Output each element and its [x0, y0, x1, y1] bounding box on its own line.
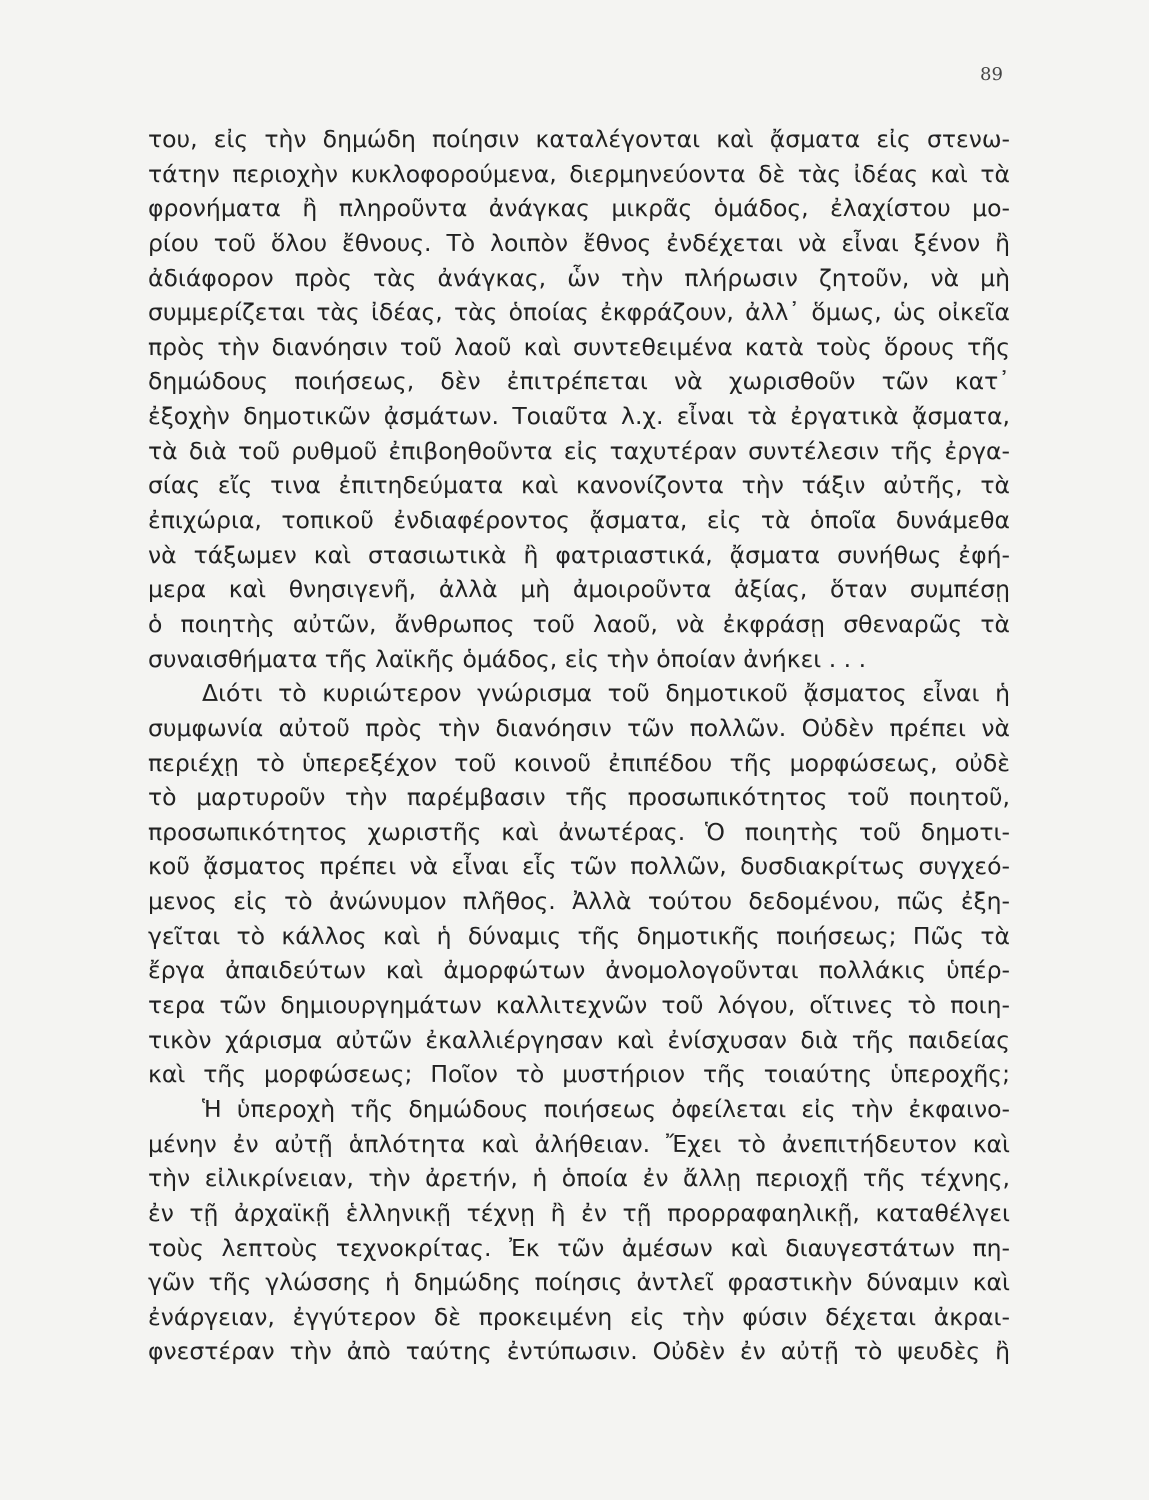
text-line: μερα καὶ θνησιγενῆ, ἀλλὰ μὴ ἀμοιροῦντα ἀξίας, ὅταν συμπέσῃ [148, 575, 1010, 604]
paragraph-start-line: Διότι τὸ κυριώτερον γνώρισμα τοῦ δημοτικοῦ ᾄσματος εἶναι ἡ [202, 679, 1010, 708]
text-line: ἐξοχὴν δημοτικῶν ᾀσμάτων. Τοιαῦτα λ.χ. εἶναι τὰ ἐργατικὰ ᾄσματα, [148, 402, 1010, 431]
page-number: 89 [980, 64, 1003, 85]
text-line: συμφωνία αὐτοῦ πρὸς τὴν διανόησιν τῶν πολλῶν. Οὐδὲν πρέπει νὰ [148, 713, 1010, 742]
text-line: τὸ μαρτυροῦν τὴν παρέμβασιν τῆς προσωπικότητος τοῦ ποιητοῦ, [148, 783, 1010, 812]
text-line: συναισθήματα τῆς λαϊκῆς ὁμάδος, εἰς τὴν ὁποίαν ἀνήκει . . . [148, 644, 867, 673]
text-line: πρὸς τὴν διανόησιν τοῦ λαοῦ καὶ συντεθειμένα κατὰ τοὺς ὅρους τῆς [148, 332, 1010, 361]
text-line: ὁ ποιητὴς αὐτῶν, ἄνθρωπος τοῦ λαοῦ, νὰ ἐκφράσῃ σθεναρῶς τὰ [148, 609, 1010, 638]
text-line: ἐνάργειαν, ἐγγύτερον δὲ προκειμένη εἰς τὴν φύσιν δέχεται ἀκραι- [148, 1302, 1010, 1331]
text-line: φνεστέραν τὴν ἀπὸ ταύτης ἐντύπωσιν. Οὐδὲν ἐν αὐτῇ τὸ ψευδὲς ἢ [148, 1337, 1010, 1366]
text-line: ἐπιχώρια, τοπικοῦ ἐνδιαφέροντος ᾄσματα, εἰς τὰ ὁποῖα δυνάμεθα [148, 506, 1010, 535]
text-line: δημώδους ποιήσεως, δὲν ἐπιτρέπεται νὰ χωρισθοῦν τῶν κατ᾿ [148, 367, 1010, 396]
body-text [148, 122, 1010, 1369]
text-line: τικὸν χάρισμα αὐτῶν ἐκαλλιέργησαν καὶ ἐνίσχυσαν διὰ τῆς παιδείας [148, 1025, 1010, 1054]
text-line: γῶν τῆς γλώσσης ἡ δημώδης ποίησις ἀντλεῖ φραστικὴν δύναμιν καὶ [148, 1268, 1010, 1297]
text-line: καὶ τῆς μορφώσεως; Ποῖον τὸ μυστήριον τῆς τοιαύτης ὑπεροχῆς; [148, 1060, 1010, 1089]
text-line: τερα τῶν δημιουργημάτων καλλιτεχνῶν τοῦ λόγου, οἵτινες τὸ ποιη- [148, 991, 1010, 1020]
text-line: τὰ διὰ τοῦ ρυθμοῦ ἐπιβοηθοῦντα εἰς ταχυτέραν συντέλεσιν τῆς ἐργα- [148, 436, 1010, 465]
text-line: τοὺς λεπτοὺς τεχνοκρίτας. Ἐκ τῶν ἀμέσων καὶ διαυγεστάτων πη- [148, 1233, 1010, 1262]
text-line: τὴν εἰλικρίνειαν, τὴν ἀρετήν, ἡ ὁποία ἐν ἄλλῃ περιοχῇ τῆς τέχνης, [148, 1164, 1010, 1193]
paragraph-start-line: Ἡ ὑπεροχὴ τῆς δημώδους ποιήσεως ὀφείλεται εἰς τὴν ἐκφαινο- [202, 1094, 1010, 1123]
text-line: περιέχῃ τὸ ὑπερεξέχον τοῦ κοινοῦ ἐπιπέδου τῆς μορφώσεως, οὐδὲ [148, 748, 1010, 777]
text-line: νὰ τάξωμεν καὶ στασιωτικὰ ἢ φατριαστικά, ᾄσματα συνήθως ἐφή- [148, 540, 1010, 569]
text-line: μενος εἰς τὸ ἀνώνυμον πλῆθος. Ἀλλὰ τούτου δεδομένου, πῶς ἐξη- [148, 887, 1010, 916]
text-line: ρίου τοῦ ὅλου ἔθνους. Τὸ λοιπὸν ἔθνος ἐνδέχεται νὰ εἶναι ξένον ἢ [148, 228, 1010, 257]
text-line: γεῖται τὸ κάλλος καὶ ἡ δύναμις τῆς δημοτικῆς ποιήσεως; Πῶς τὰ [148, 921, 1010, 950]
text-line: σίας εἴς τινα ἐπιτηδεύματα καὶ κανονίζοντα τὴν τάξιν αὐτῆς, τὰ [148, 471, 1010, 500]
text-line: μένην ἐν αὐτῇ ἁπλότητα καὶ ἀλήθειαν. Ἔχει τὸ ἀνεπιτήδευτον καὶ [148, 1129, 1010, 1158]
text-line: ἀδιάφορον πρὸς τὰς ἀνάγκας, ὧν τὴν πλήρωσιν ζητοῦν, νὰ μὴ [148, 263, 1010, 292]
text-line: φρονήματα ἢ πληροῦντα ἀνάγκας μικρᾶς ὁμάδος, ἐλαχίστου μο- [148, 194, 1010, 223]
text-line: προσωπικότητος χωριστῆς καὶ ἀνωτέρας. Ὁ ποιητὴς τοῦ δημοτι- [148, 817, 1010, 846]
text-line: κοῦ ᾄσματος πρέπει νὰ εἶναι εἷς τῶν πολλῶν, δυσδιακρίτως συγχεό- [148, 852, 1010, 881]
text-line: ἔργα ἀπαιδεύτων καὶ ἀμορφώτων ἀνομολογοῦνται πολλάκις ὑπέρ- [148, 956, 1010, 985]
text-line: του, εἰς τὴν δημώδη ποίησιν καταλέγονται καὶ ᾄσματα εἰς στενω- [148, 125, 1010, 153]
text-line: τάτην περιοχὴν κυκλοφορούμενα, διερμηνεύοντα δὲ τὰς ἰδέας καὶ τὰ [148, 159, 1010, 188]
text-line: ἐν τῇ ἀρχαϊκῇ ἑλληνικῇ τέχνῃ ἢ ἐν τῇ προρραφαηλικῇ, καταθέλγει [148, 1198, 1010, 1227]
text-line: συμμερίζεται τὰς ἰδέας, τὰς ὁποίας ἐκφράζουν, ἀλλ᾿ ὅμως, ὡς οἰκεῖα [148, 298, 1010, 327]
